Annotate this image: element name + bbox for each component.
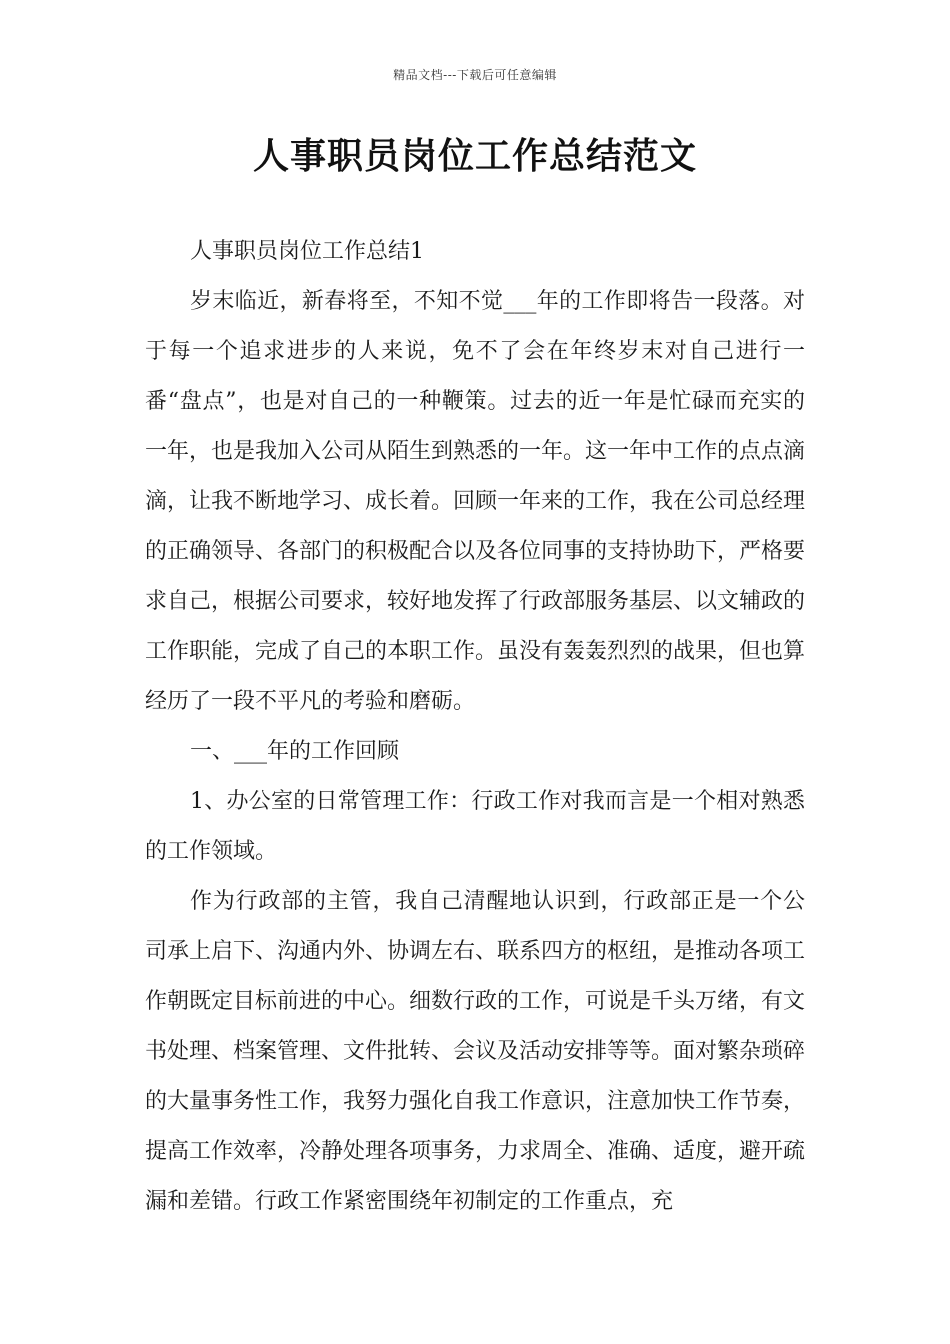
document-body xyxy=(145,227,805,1227)
body-paragraph: 岁末临近，新春将至，不知不觉___年的工作即将告一段落。对于每一个追求进步的人来说，免不了会在年终岁末对自己进行一番“盘点”，也是对自己的一种鞭策。过去的近一年是忙碌而充实的一年，也是我加入公司从陌生到熟悉的一年。这一年中工作的点点滴滴，让我不断地学习、成长着。回顾一年来的工作，我在公司总经理的正确领导、各部门的积极配合以及各位同事的支持协助下，严格要求自己，根据公司要求，较好地发挥了行政部服务基层、以文辅政的工作职能，完成了自己的本职工作。虽没有轰轰烈烈的战果，但也算经历了一段不平凡的考验和磨砺。 xyxy=(145,289,806,714)
section-heading: 一、___年的工作回顾 xyxy=(190,739,400,764)
body-paragraph: 1、办公室的日常管理工作：行政工作对我而言是一个相对熟悉的工作领域。 xyxy=(145,789,805,864)
document-title: 人事职员岗位工作总结范文 xyxy=(252,136,697,177)
body-paragraph: 作为行政部的主管，我自己清醒地认识到，行政部正是一个公司承上启下、沟通内外、协调左右、联系四方的枢纽，是推动各项工作朝既定目标前进的中心。细数行政的工作，可说是千头万绪，有文书处理、档案管理、文件批转、会议及活动安排等等。面对繁杂琐碎的大量事务性工作，我努力强化自我工作意识，注意加快工作节奏，提高工作效率，冷静处理各项事务，力求周全、准确、适度，避开疏漏和差错。行政工作紧密围绕年初制定的工作重点，充 xyxy=(145,889,806,1214)
section-heading: 人事职员岗位工作总结1 xyxy=(190,239,424,264)
header-note: 精品文档---下载后可任意编辑 xyxy=(393,68,557,82)
